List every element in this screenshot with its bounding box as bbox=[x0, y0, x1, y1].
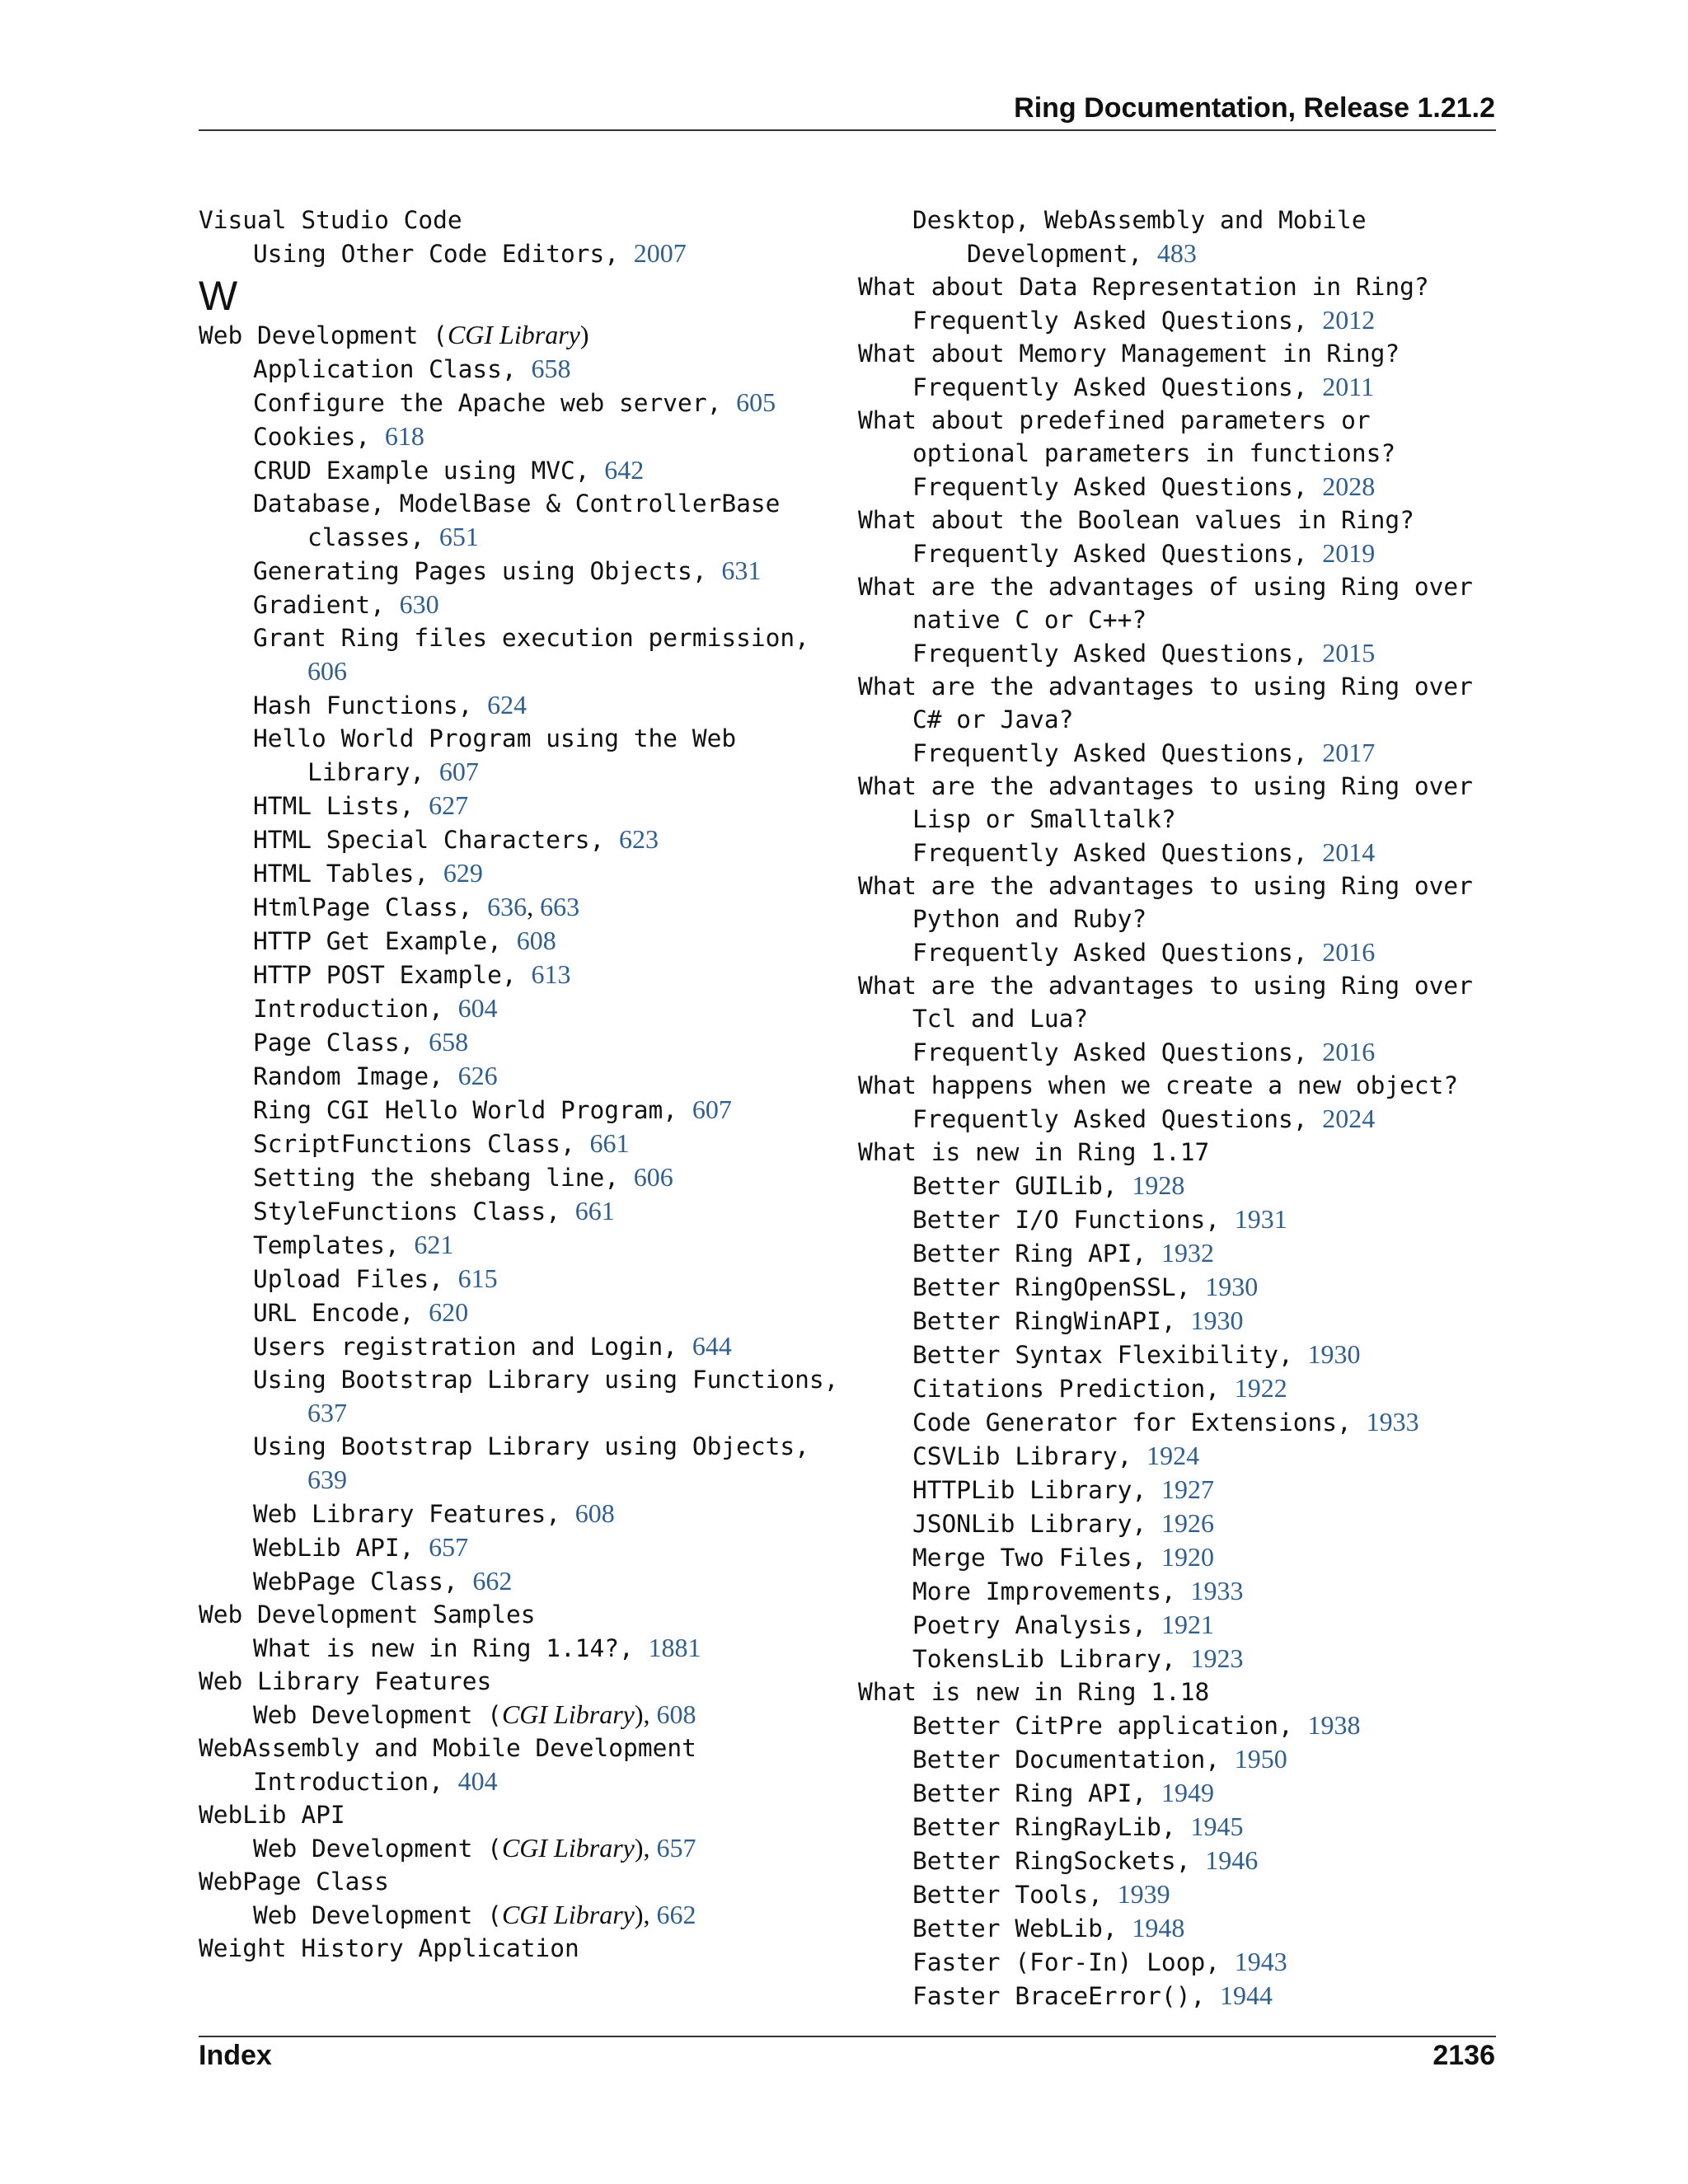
index-subentry bbox=[199, 856, 825, 890]
entry-text: HTML Tables, bbox=[253, 860, 443, 888]
page-link[interactable]: 620 bbox=[429, 1297, 469, 1327]
index-subentry bbox=[858, 1405, 1501, 1439]
entry-continuation bbox=[253, 755, 825, 789]
page-link[interactable]: 605 bbox=[736, 387, 776, 417]
header-rule bbox=[199, 129, 1496, 131]
page-link[interactable]: 1930 bbox=[1205, 1272, 1259, 1301]
entry-text: Using Bootstrap Library using Functions, bbox=[253, 1366, 839, 1394]
entry-text: Introduction, bbox=[253, 1768, 458, 1796]
index-subentry bbox=[858, 1102, 1501, 1136]
entry-text: Frequently Asked Questions, bbox=[912, 473, 1323, 501]
index-subentry bbox=[199, 1898, 825, 1932]
page-link[interactable]: 483 bbox=[1156, 238, 1197, 268]
index-subentry bbox=[858, 1371, 1501, 1405]
index-subentry bbox=[199, 722, 825, 789]
index-subentry bbox=[199, 1530, 825, 1564]
entry-text: Random Image, bbox=[253, 1062, 458, 1090]
page-link[interactable]: 623 bbox=[619, 824, 659, 854]
entry-text: Database, ModelBase & ControllerBase bbox=[253, 490, 781, 518]
page-link[interactable]: 1932 bbox=[1160, 1238, 1214, 1268]
page-link[interactable]: 1948 bbox=[1132, 1913, 1185, 1943]
index-subentry bbox=[199, 688, 825, 722]
index-subentry bbox=[199, 1497, 825, 1530]
index-subentry bbox=[199, 554, 825, 588]
entry-text: Code Generator for Extensions, bbox=[912, 1408, 1367, 1436]
index-entry bbox=[199, 1732, 825, 1765]
entry-text: Better RingOpenSSL, bbox=[912, 1273, 1206, 1301]
entry-text: Introduction, bbox=[253, 995, 458, 1023]
index-subentry bbox=[199, 1194, 825, 1228]
entry-text: StyleFunctions Class, bbox=[253, 1197, 575, 1226]
page-link[interactable]: 658 bbox=[531, 354, 571, 383]
index-subentry bbox=[199, 1127, 825, 1160]
entry-text: Weight History Application bbox=[199, 1934, 579, 1962]
page-link[interactable]: 2016 bbox=[1322, 937, 1376, 967]
entry-text: Page Class, bbox=[253, 1029, 429, 1057]
page-link[interactable]: 1933 bbox=[1190, 1576, 1244, 1605]
page-link[interactable]: 1928 bbox=[1132, 1170, 1185, 1200]
entry-text: ScriptFunctions Class, bbox=[253, 1130, 590, 1158]
entry-text: WebPage Class, bbox=[253, 1568, 473, 1596]
page-link[interactable]: 2011 bbox=[1322, 372, 1375, 401]
entry-text: Generating Pages using Objects, bbox=[253, 557, 722, 585]
entry-text: What is new in Ring 1.17 bbox=[858, 1138, 1210, 1166]
index-subentry bbox=[858, 636, 1501, 670]
page-link[interactable]: 1950 bbox=[1234, 1744, 1287, 1774]
entry-text: Web Library Features, bbox=[253, 1500, 575, 1528]
page-link[interactable]: 662 bbox=[472, 1566, 513, 1596]
entry-text: Users registration and Login, bbox=[253, 1333, 692, 1361]
index-subentry bbox=[858, 1945, 1501, 1979]
entry-text: Better CitPre application, bbox=[912, 1712, 1308, 1740]
page-link[interactable]: 637 bbox=[307, 1398, 347, 1427]
entry-text: Templates, bbox=[253, 1231, 415, 1259]
entry-text: Configure the Apache web server, bbox=[253, 389, 737, 417]
page-link[interactable]: 2012 bbox=[1322, 305, 1376, 335]
index-subentry bbox=[858, 1236, 1501, 1270]
page-link[interactable]: 661 bbox=[589, 1128, 630, 1158]
entry-text: WebLib API, bbox=[253, 1534, 429, 1562]
page-link[interactable]: 613 bbox=[531, 959, 571, 989]
index-column-left bbox=[199, 204, 839, 1965]
page-link[interactable]: 626 bbox=[457, 1061, 498, 1090]
index-subentry bbox=[199, 419, 825, 453]
index-subentry bbox=[858, 1742, 1501, 1776]
index-entry bbox=[199, 1665, 825, 1698]
page-link[interactable]: 651 bbox=[438, 522, 479, 551]
entry-text: What are the advantages to using Ring over bbox=[858, 872, 1473, 900]
page-link[interactable]: 624 bbox=[487, 690, 528, 719]
entry-punct: ), bbox=[634, 1900, 657, 1929]
entry-text: Visual Studio Code bbox=[199, 206, 462, 234]
index-subentry bbox=[858, 1608, 1501, 1642]
page-link[interactable]: 644 bbox=[692, 1331, 732, 1361]
page-link[interactable]: 607 bbox=[692, 1094, 732, 1124]
index-subentry bbox=[199, 1228, 825, 1262]
entry-text: Better Syntax Flexibility, bbox=[912, 1341, 1308, 1369]
entry-text: Faster BraceError(), bbox=[912, 1982, 1220, 2010]
entry-continuation-text: Lisp or Smalltalk? bbox=[912, 805, 1176, 833]
entry-text: CRUD Example using MVC, bbox=[253, 457, 605, 485]
page-link[interactable]: 615 bbox=[457, 1263, 498, 1293]
index-subentry bbox=[858, 1642, 1501, 1675]
index-subentry bbox=[199, 991, 825, 1025]
entry-text: Faster (For-In) Loop, bbox=[912, 1948, 1235, 1976]
entry-text: Web Development ( bbox=[253, 1835, 502, 1863]
entry-text: What about the Boolean values in Ring? bbox=[858, 506, 1414, 534]
index-subentry bbox=[199, 386, 825, 419]
index-entry bbox=[858, 770, 1501, 836]
entry-text: Gradient, bbox=[253, 591, 400, 619]
page-link[interactable]: 404 bbox=[457, 1766, 498, 1796]
entry-continuation-text: Tcl and Lua? bbox=[912, 1005, 1089, 1033]
page-link[interactable]: 1933 bbox=[1366, 1407, 1419, 1436]
index-subentry bbox=[858, 935, 1501, 969]
entry-text: More Improvements, bbox=[912, 1577, 1191, 1605]
index-subentry bbox=[858, 1844, 1501, 1877]
running-header: Ring Documentation, Release 1.21.2 bbox=[1014, 92, 1495, 124]
index-subentry bbox=[858, 204, 1501, 270]
index-subentry bbox=[858, 1473, 1501, 1507]
entry-text: HtmlPage Class, bbox=[253, 893, 488, 921]
page-link[interactable]: 1946 bbox=[1205, 1845, 1259, 1875]
page-link[interactable]: 1881 bbox=[648, 1633, 701, 1662]
entry-text: What about Memory Management in Ring? bbox=[858, 340, 1400, 368]
entry-text: JSONLib Library, bbox=[912, 1510, 1161, 1538]
index-section-letter: W bbox=[199, 273, 238, 319]
index-subentry bbox=[858, 537, 1501, 570]
page-link[interactable]: 661 bbox=[574, 1196, 615, 1226]
page-link[interactable]: 1931 bbox=[1234, 1204, 1287, 1234]
entry-text: Setting the shebang line, bbox=[253, 1164, 634, 1192]
page-link[interactable]: 1943 bbox=[1234, 1947, 1287, 1976]
index-subentry bbox=[199, 1631, 825, 1665]
entry-continuation-text: native C or C++? bbox=[912, 606, 1147, 634]
index-entry bbox=[858, 670, 1501, 736]
page-link[interactable]: 1921 bbox=[1160, 1610, 1214, 1639]
page-link[interactable]: 658 bbox=[429, 1027, 469, 1057]
entry-text: Frequently Asked Questions, bbox=[912, 939, 1323, 967]
entry-qualifier: CGI Library bbox=[501, 1900, 635, 1929]
entry-continuation-text: C# or Java? bbox=[912, 705, 1074, 733]
entry-text: Better Ring API, bbox=[912, 1779, 1161, 1807]
entry-text: Merge Two Files, bbox=[912, 1544, 1161, 1572]
index-subentry bbox=[858, 303, 1501, 337]
entry-continuation-text: Python and Ruby? bbox=[912, 905, 1147, 933]
entry-text: HTTP Get Example, bbox=[253, 927, 517, 955]
index-subentry bbox=[199, 1262, 825, 1296]
index-subentry bbox=[858, 1877, 1501, 1911]
index-subentry bbox=[199, 1329, 825, 1363]
entry-text: Frequently Asked Questions, bbox=[912, 1105, 1323, 1133]
page-link[interactable]: 1920 bbox=[1160, 1542, 1214, 1572]
entry-text: What is new in Ring 1.18 bbox=[858, 1678, 1210, 1706]
page-link[interactable]: 1926 bbox=[1160, 1508, 1214, 1538]
entry-text: What about predefined parameters or bbox=[858, 406, 1371, 434]
index-subentry bbox=[199, 1363, 839, 1430]
page-link[interactable]: 1924 bbox=[1146, 1441, 1200, 1470]
entry-text: Desktop, WebAssembly and Mobile bbox=[912, 206, 1367, 234]
entry-text: Better I/O Functions, bbox=[912, 1206, 1235, 1234]
index-subentry bbox=[199, 453, 825, 487]
page-link[interactable]: 636 bbox=[487, 892, 528, 921]
entry-text: Hello World Program using the Web bbox=[253, 724, 737, 752]
entry-continuation-text: classes, bbox=[307, 523, 439, 551]
page-link[interactable]: 1922 bbox=[1234, 1373, 1287, 1403]
entry-text: What are the advantages to using Ring over bbox=[858, 673, 1473, 701]
entry-continuation bbox=[253, 1463, 825, 1497]
index-entry bbox=[858, 1136, 1501, 1169]
entry-punct: ), bbox=[634, 1699, 657, 1729]
entry-continuation bbox=[253, 1396, 825, 1430]
index-entry bbox=[858, 570, 1501, 636]
entry-continuation bbox=[858, 603, 1501, 636]
page-link[interactable]: 2017 bbox=[1322, 738, 1376, 767]
page-link[interactable]: 657 bbox=[429, 1532, 469, 1562]
entry-text: What is new in Ring 1.14?, bbox=[253, 1634, 649, 1662]
page-link[interactable]: 657 bbox=[656, 1833, 696, 1863]
entry-text: Citations Prediction, bbox=[912, 1375, 1235, 1403]
entry-qualifier: CGI Library bbox=[447, 320, 580, 349]
page-link[interactable]: 1930 bbox=[1307, 1339, 1361, 1369]
entry-text: Better GUILib, bbox=[912, 1172, 1132, 1200]
entry-text: Web Development Samples bbox=[199, 1601, 536, 1629]
page-link[interactable]: 604 bbox=[457, 993, 498, 1023]
entry-text: Hash Functions, bbox=[253, 691, 488, 719]
page-link[interactable]: 2028 bbox=[1322, 471, 1376, 501]
index-subentry bbox=[199, 1160, 825, 1194]
index-subentry bbox=[858, 370, 1501, 404]
entry-text: What are the advantages to using Ring over bbox=[858, 772, 1473, 800]
page-link[interactable]: 608 bbox=[656, 1699, 696, 1729]
index-entry bbox=[199, 1932, 825, 1965]
index-subentry bbox=[858, 470, 1501, 504]
index-subentry bbox=[199, 958, 825, 991]
entry-text: Frequently Asked Questions, bbox=[912, 640, 1323, 668]
page-link[interactable]: 2016 bbox=[1322, 1037, 1376, 1066]
index-subentry bbox=[858, 1574, 1501, 1608]
index-subentry bbox=[199, 352, 825, 386]
entry-text: Application Class, bbox=[253, 355, 532, 383]
entry-text: HTML Lists, bbox=[253, 792, 429, 820]
entry-text: HTML Special Characters, bbox=[253, 826, 620, 854]
page-number: 2136 bbox=[1432, 2040, 1495, 2071]
entry-text: Poetry Analysis, bbox=[912, 1611, 1161, 1639]
footer-section-label: Index bbox=[199, 2040, 272, 2071]
page-link[interactable]: 627 bbox=[429, 790, 469, 820]
entry-punct: ), bbox=[634, 1833, 657, 1863]
entry-text: Web Library Features bbox=[199, 1667, 492, 1695]
page-link[interactable]: 1930 bbox=[1190, 1305, 1244, 1335]
entry-text: Better WebLib, bbox=[912, 1915, 1132, 1943]
index-subentry bbox=[199, 1059, 825, 1093]
entry-continuation bbox=[858, 703, 1501, 736]
index-subentry bbox=[858, 1979, 1501, 2013]
entry-text: HTTP POST Example, bbox=[253, 961, 532, 989]
index-subentry bbox=[858, 736, 1501, 770]
index-subentry bbox=[199, 1025, 825, 1059]
entry-continuation-text: Development, bbox=[967, 240, 1157, 268]
index-entry bbox=[858, 504, 1501, 537]
index-subentry bbox=[199, 789, 825, 823]
index-subentry bbox=[858, 1507, 1501, 1540]
entry-text: Ring CGI Hello World Program, bbox=[253, 1096, 692, 1124]
entry-text: Frequently Asked Questions, bbox=[912, 307, 1323, 335]
index-subentry bbox=[199, 1564, 825, 1598]
index-entry bbox=[858, 969, 1501, 1035]
page-link[interactable]: 1927 bbox=[1160, 1474, 1214, 1504]
entry-text: CSVLib Library, bbox=[912, 1442, 1147, 1470]
entry-text: What happens when we create a new object? bbox=[858, 1071, 1459, 1099]
page-link[interactable]: 621 bbox=[414, 1230, 454, 1259]
entry-text: What about Data Representation in Ring? bbox=[858, 273, 1429, 301]
page-link[interactable]: 606 bbox=[307, 656, 347, 686]
entry-text: Web Development ( bbox=[253, 1701, 502, 1729]
entry-text: Using Other Code Editors, bbox=[253, 240, 634, 268]
index-subentry bbox=[858, 836, 1501, 869]
index-subentry bbox=[199, 890, 825, 924]
index-subentry bbox=[858, 1776, 1501, 1810]
index-subentry bbox=[199, 1093, 825, 1127]
page-link[interactable]: 662 bbox=[656, 1900, 696, 1929]
entry-continuation bbox=[253, 654, 825, 688]
page-link[interactable]: 2015 bbox=[1322, 638, 1376, 668]
page-link[interactable]: 642 bbox=[604, 455, 645, 485]
entry-text: Better RingWinAPI, bbox=[912, 1307, 1191, 1335]
entry-text: URL Encode, bbox=[253, 1299, 429, 1327]
index-entry bbox=[858, 404, 1501, 470]
page-link[interactable]: 1923 bbox=[1190, 1643, 1244, 1673]
index-entry bbox=[858, 270, 1501, 303]
index-column-right bbox=[858, 204, 1501, 2013]
entry-text: WebAssembly and Mobile Development bbox=[199, 1734, 696, 1762]
entry-continuation bbox=[858, 902, 1501, 935]
index-subentry bbox=[199, 1296, 825, 1329]
page-link[interactable]: 1949 bbox=[1160, 1778, 1214, 1807]
index-subentry bbox=[199, 1430, 825, 1497]
index-subentry bbox=[858, 1439, 1501, 1473]
entry-text: HTTPLib Library, bbox=[912, 1476, 1161, 1504]
entry-text: Better Documentation, bbox=[912, 1746, 1235, 1774]
footer-rule bbox=[199, 2036, 1496, 2037]
entry-text: TokensLib Library, bbox=[912, 1645, 1191, 1673]
page-link[interactable]: 1938 bbox=[1307, 1710, 1361, 1740]
index-subentry bbox=[199, 1698, 825, 1732]
page-link[interactable]: 608 bbox=[574, 1498, 615, 1528]
entry-text: Frequently Asked Questions, bbox=[912, 1038, 1323, 1066]
entry-text: Grant Ring files execution permission, bbox=[253, 624, 809, 652]
page-link[interactable]: 618 bbox=[384, 421, 424, 451]
page-link[interactable]: 2014 bbox=[1322, 837, 1376, 867]
index-entry bbox=[199, 1798, 825, 1831]
index-subentry bbox=[199, 1831, 825, 1865]
entry-text: Cookies, bbox=[253, 423, 385, 451]
index-entry bbox=[858, 1675, 1501, 1708]
index-entry bbox=[858, 337, 1501, 370]
page-link[interactable]: 630 bbox=[399, 589, 439, 619]
entry-text: WebLib API bbox=[199, 1801, 345, 1829]
entry-continuation bbox=[912, 237, 1501, 270]
index-entry bbox=[858, 869, 1501, 935]
index-subentry bbox=[858, 1708, 1501, 1742]
index-subentry bbox=[858, 1270, 1501, 1304]
entry-text: Upload Files, bbox=[253, 1265, 458, 1293]
page-link[interactable]: 2024 bbox=[1322, 1104, 1376, 1133]
index-entry bbox=[199, 1598, 825, 1631]
page-link[interactable]: 606 bbox=[633, 1162, 673, 1192]
page-link[interactable]: 1939 bbox=[1117, 1879, 1170, 1909]
index-subentry bbox=[199, 1765, 825, 1798]
entry-text: Frequently Asked Questions, bbox=[912, 739, 1323, 767]
entry-text: Web Development ( bbox=[253, 1901, 502, 1929]
entry-text: Better Ring API, bbox=[912, 1240, 1161, 1268]
entry-punct: ) bbox=[579, 320, 589, 349]
entry-text: WebPage Class bbox=[199, 1868, 389, 1896]
entry-text: What are the advantages to using Ring over bbox=[858, 972, 1473, 1000]
index-subentry bbox=[199, 237, 825, 270]
index-subentry bbox=[199, 588, 825, 621]
entry-text: Better RingSockets, bbox=[912, 1847, 1206, 1875]
index-entry bbox=[199, 1865, 825, 1898]
index-subentry bbox=[858, 1810, 1501, 1844]
page-link[interactable]: 629 bbox=[443, 858, 483, 888]
index-entry bbox=[199, 318, 825, 352]
index-subentry bbox=[858, 1169, 1501, 1202]
entry-text: Better Tools, bbox=[912, 1881, 1118, 1909]
index-subentry bbox=[858, 1338, 1501, 1371]
index-subentry bbox=[199, 924, 825, 958]
page-link[interactable]: 2019 bbox=[1322, 538, 1376, 568]
index-entry bbox=[858, 1069, 1501, 1102]
entry-continuation bbox=[858, 1002, 1501, 1035]
index-subentry bbox=[858, 1540, 1501, 1574]
entry-text: Frequently Asked Questions, bbox=[912, 839, 1323, 867]
index-subentry bbox=[858, 1911, 1501, 1945]
index-subentry bbox=[858, 1202, 1501, 1236]
entry-text: What are the advantages of using Ring over bbox=[858, 573, 1473, 601]
entry-continuation bbox=[858, 437, 1501, 470]
page-link[interactable]: 607 bbox=[438, 757, 479, 786]
entry-continuation-text: optional parameters in functions? bbox=[912, 439, 1396, 467]
entry-text: Better RingRayLib, bbox=[912, 1813, 1191, 1841]
entry-text: Frequently Asked Questions, bbox=[912, 540, 1323, 568]
page-link[interactable]: 1945 bbox=[1190, 1811, 1244, 1841]
entry-text: Frequently Asked Questions, bbox=[912, 373, 1323, 401]
entry-qualifier: CGI Library bbox=[501, 1699, 635, 1729]
index-subentry bbox=[858, 1304, 1501, 1338]
index-entry bbox=[199, 204, 825, 237]
entry-continuation bbox=[858, 803, 1501, 836]
page-link[interactable]: 663 bbox=[540, 892, 580, 921]
index-subentry bbox=[199, 621, 825, 688]
entry-continuation bbox=[253, 520, 825, 554]
page-link[interactable]: 1944 bbox=[1219, 1980, 1273, 2010]
page-link[interactable]: 631 bbox=[721, 555, 762, 585]
page-link[interactable]: 2007 bbox=[633, 238, 687, 268]
entry-text: Web Development ( bbox=[199, 321, 448, 349]
entry-text: Using Bootstrap Library using Objects, bbox=[253, 1432, 809, 1460]
entry-continuation-text: Library, bbox=[307, 758, 439, 786]
page-link[interactable]: 639 bbox=[307, 1465, 347, 1494]
entry-qualifier: CGI Library bbox=[501, 1833, 635, 1863]
index-subentry bbox=[858, 1035, 1501, 1069]
page-separator: , bbox=[527, 892, 541, 921]
page-link[interactable]: 608 bbox=[516, 926, 556, 955]
index-subentry bbox=[199, 823, 825, 856]
index-subentry bbox=[199, 487, 825, 554]
